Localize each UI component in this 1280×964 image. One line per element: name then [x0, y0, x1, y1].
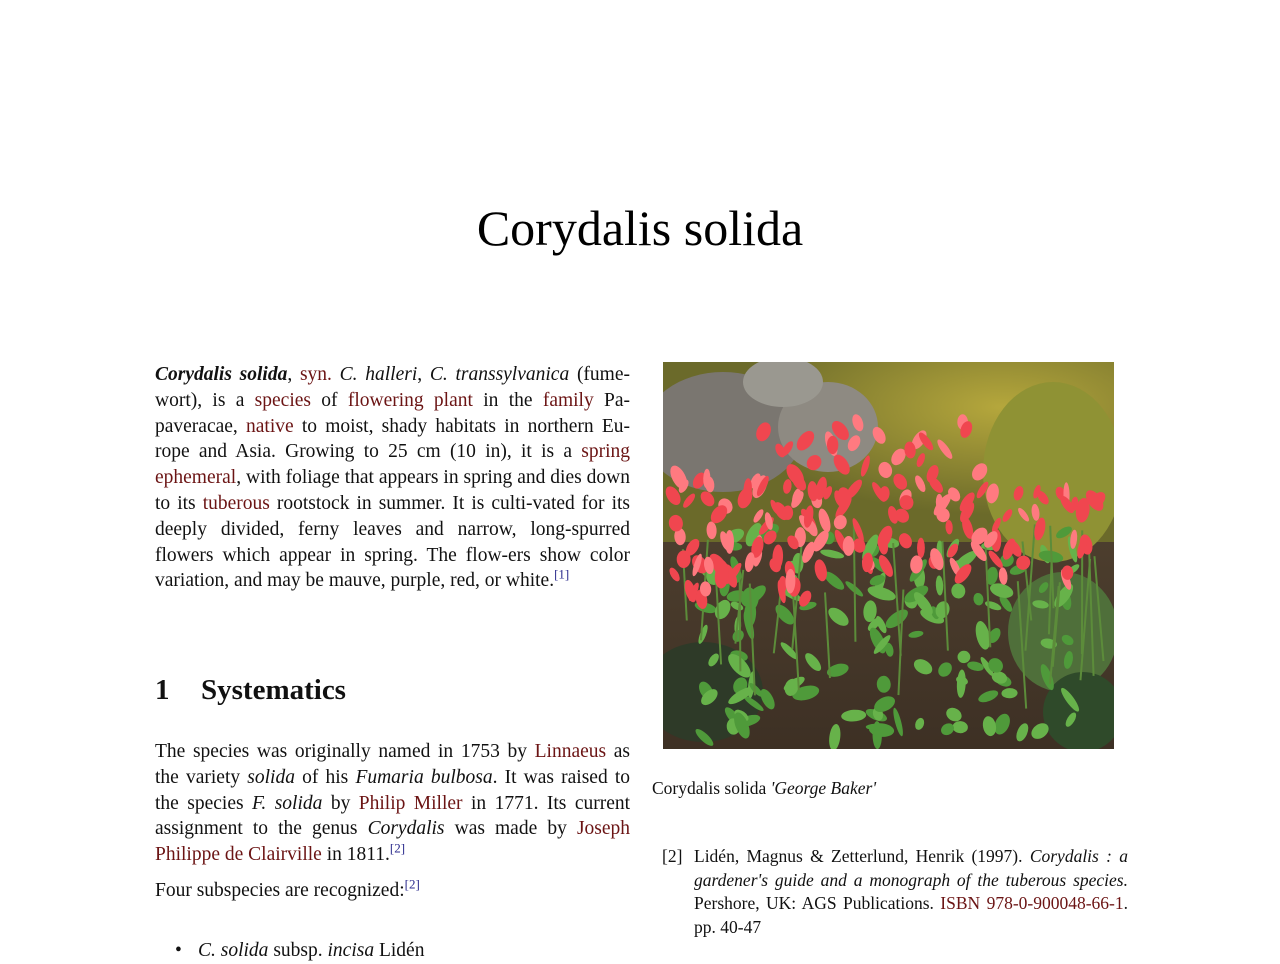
intro-text: (fume-wort), is a [155, 364, 630, 411]
reference-tag: [2] [662, 845, 682, 869]
punct: , [417, 364, 422, 385]
sys-text: was made by [455, 818, 567, 839]
caption-cultivar: 'George Baker' [771, 778, 876, 798]
sys-text: of his [302, 767, 348, 788]
synonym-halleri: C. halleri [340, 364, 418, 385]
intro-text: of [321, 390, 337, 411]
link-family[interactable]: family [543, 390, 594, 411]
genus-corydalis: Corydalis [368, 818, 445, 839]
sys-text: The species was originally named in 1753 by [155, 741, 527, 762]
systematics-body [155, 739, 630, 904]
leaf-shape [866, 724, 890, 731]
plant-photo [663, 362, 1114, 749]
link-linnaeus[interactable]: Linnaeus [535, 741, 606, 762]
subsp-author: Lidén [379, 940, 424, 961]
page-title: Corydalis solida [0, 196, 1280, 260]
sys-text: Four subspecies are recognized: [155, 880, 405, 901]
sys-text: in 1771. Its current assignment to the genus [155, 793, 630, 840]
intro-text: Pa-paveracae, [155, 390, 630, 437]
fumaria-bulbosa: Fumaria bulbosa [355, 767, 492, 788]
link-species[interactable]: species [255, 390, 311, 411]
reference-pages: . pp. 40-47 [694, 893, 1128, 937]
section-heading-systematics [155, 670, 630, 710]
reference-title: Corydalis : a gardener's guide and a monograph of the tuberous species. [694, 846, 1128, 890]
citation-ref-2b[interactable]: [2] [405, 876, 420, 891]
intro-text: , with foliage that appears in spring and dies down to its [155, 467, 630, 514]
punct: , [287, 364, 292, 385]
link-flowering-plant[interactable]: flowering plant [348, 390, 473, 411]
flower-shape [917, 538, 925, 559]
synonym-transsylvanica: C. transsylvanica [430, 364, 569, 385]
section-number: 1 [155, 670, 201, 710]
bullet: • [175, 938, 198, 964]
figure-caption [652, 776, 1132, 800]
reference-publisher: Pershore, UK: AGS Publications. [694, 893, 934, 913]
intro-text: to moist, shady habitats in northern Eu-rope and Asia. Growing to 25 cm (10 in), it is a [155, 416, 630, 463]
section-title: Systematics [201, 674, 346, 706]
citation-ref-2[interactable]: [2] [390, 841, 405, 856]
sys-text: . It was raised to the species [155, 767, 630, 814]
link-syn[interactable]: syn. [300, 364, 332, 385]
subsp-name: C. solida [198, 940, 268, 961]
sys-text: as the variety [155, 741, 630, 788]
sys-text: in 1811. [327, 844, 390, 865]
subspecies-intro [155, 878, 630, 904]
citation-ref-1[interactable]: [1] [554, 567, 569, 582]
flower-shape [843, 536, 855, 556]
caption-text: Corydalis solida [652, 778, 766, 798]
reference-item [662, 845, 1128, 939]
systematics-paragraph [155, 739, 630, 868]
link-tuberous[interactable]: tuberous [203, 493, 270, 514]
link-isbn[interactable]: ISBN 978-0-900048-66-1 [940, 893, 1123, 913]
subsp-rank: subsp. [273, 940, 322, 961]
link-philip-miller[interactable]: Philip Miller [359, 793, 463, 814]
stem-line [740, 569, 741, 672]
link-native[interactable]: native [246, 416, 294, 437]
intro-paragraph [155, 362, 630, 594]
link-clairville[interactable]: Joseph Philippe de Clairville [155, 818, 630, 865]
species-name: Corydalis solida [155, 364, 287, 385]
variety-solida: solida [247, 767, 295, 788]
reference-authors: Lidén, Magnus & Zetterlund, Henrik (1997). [694, 846, 1023, 866]
sys-text: by [331, 793, 351, 814]
intro-text: rootstock in summer. It is culti-vated for its deeply divided, ferny leaves and narrow, long-spurred flowers which appear in spring. The flow-ers show color variation, and may be mauve, purple, red, or white. [155, 493, 630, 591]
f-solida: F. solida [252, 793, 322, 814]
corydalis-photo-illustration [663, 362, 1114, 749]
intro-text: in the [483, 390, 532, 411]
subsp-epithet: incisa [328, 940, 375, 961]
link-spring-ephemeral[interactable]: spring ephemeral [155, 441, 630, 488]
reference-body [694, 845, 1128, 939]
